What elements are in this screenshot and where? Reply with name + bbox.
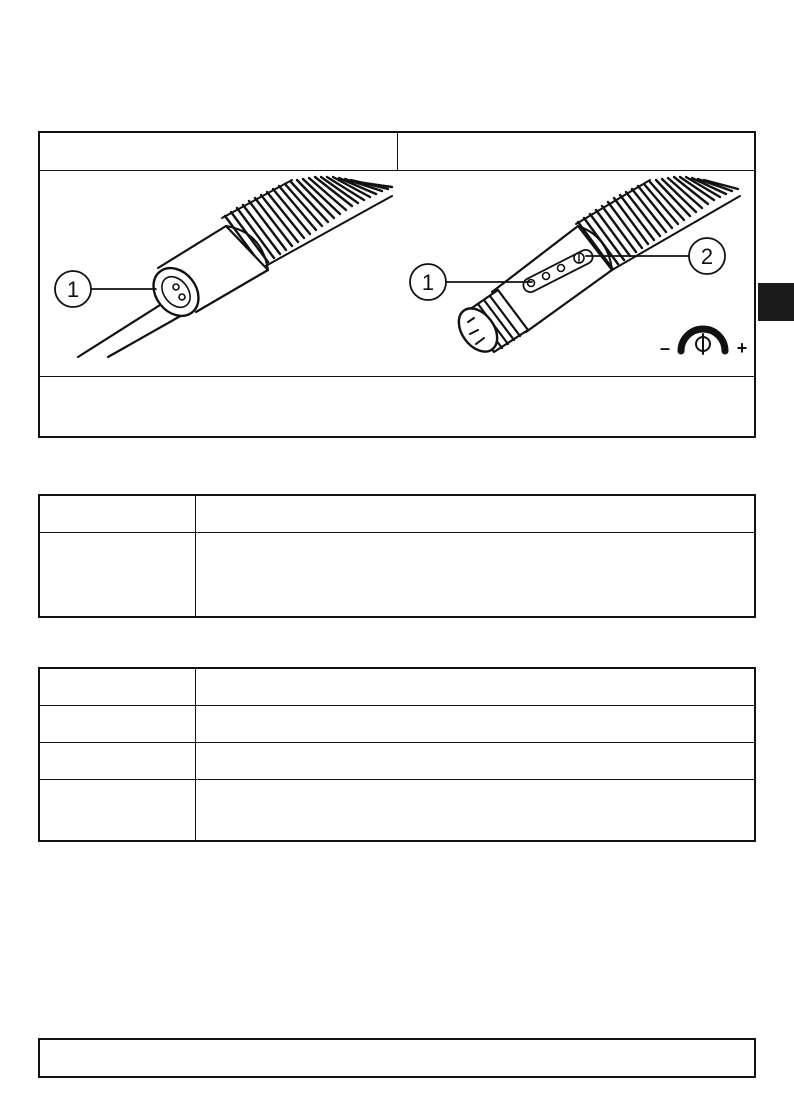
table-b	[38, 667, 756, 842]
potentiometer-adjust-icon	[681, 329, 725, 354]
adjust-minus-label: –	[659, 338, 671, 358]
table-b-row-divider	[38, 705, 756, 706]
callout-left-1: 1	[66, 277, 80, 302]
table-b-row-divider	[38, 779, 756, 780]
table-a-row-divider	[38, 532, 756, 533]
table-a	[38, 494, 756, 618]
sensor-illustration	[40, 172, 754, 375]
figure-table-caption-divider	[38, 376, 756, 377]
figure-table-header-split	[397, 131, 398, 171]
callout-right-2: 2	[700, 244, 714, 269]
table-a-col-divider	[195, 494, 196, 618]
table-b-row-divider	[38, 742, 756, 743]
table-b-col-divider	[195, 667, 196, 842]
footer-box	[38, 1038, 756, 1078]
section-tab-marker	[758, 283, 794, 321]
cable-sensor-drawing	[55, 177, 392, 357]
adjust-plus-label: +	[736, 338, 748, 358]
callout-right-1: 1	[421, 270, 435, 295]
